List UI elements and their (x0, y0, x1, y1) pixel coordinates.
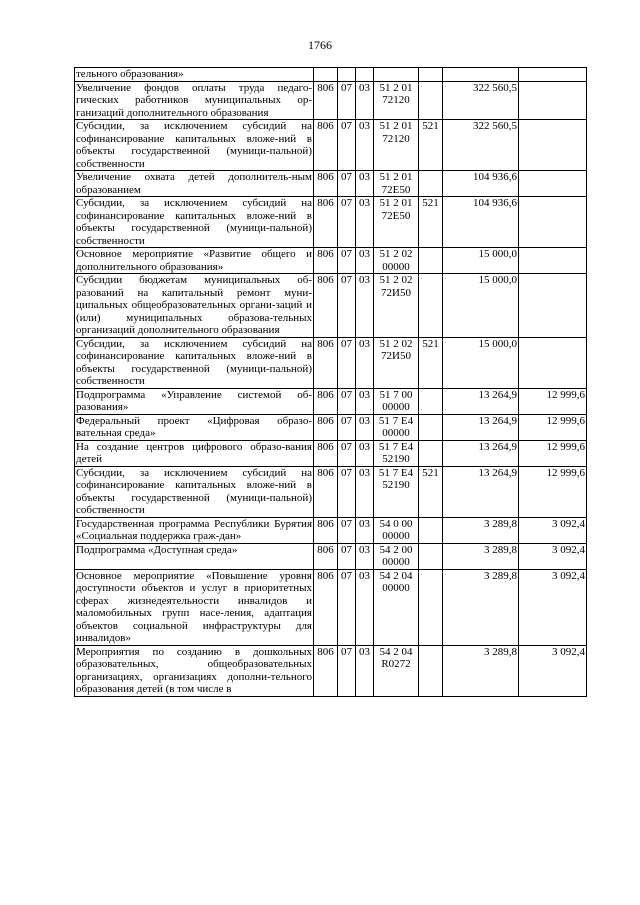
subsection-code-cell: 03 (356, 274, 374, 338)
expense-type-cell (419, 248, 443, 274)
section-code-cell: 07 (338, 81, 356, 120)
subsection-code-cell: 03 (356, 440, 374, 466)
target-article-cell: 51 7 00 00000 (374, 388, 419, 414)
page-number: 1766 (308, 38, 332, 52)
section-code-cell: 07 (338, 414, 356, 440)
section-code-cell (338, 68, 356, 82)
table-row (75, 414, 587, 440)
table-row (75, 466, 587, 517)
row-name-cell: Федеральный проект «Цифровая образо-вательная среда» (76, 414, 312, 439)
target-article-cell: 51 2 02 72И50 (374, 274, 419, 338)
section-code-cell: 07 (338, 517, 356, 543)
section-code-cell: 07 (338, 120, 356, 171)
target-article-cell: 51 7 Е4 00000 (374, 414, 419, 440)
amount-year2-cell (519, 81, 587, 120)
expense-type-cell (419, 645, 443, 696)
table-row (75, 248, 587, 274)
amount-year2-cell: 12 999,6 (519, 388, 587, 414)
target-article-cell: 51 2 02 72И50 (374, 337, 419, 388)
section-code-cell: 07 (338, 645, 356, 696)
amount-year2-cell: 3 092,4 (519, 569, 587, 645)
ministry-code-cell: 806 (314, 466, 338, 517)
amount-year2-cell: 12 999,6 (519, 466, 587, 517)
amount-year1-cell: 15 000,0 (443, 248, 519, 274)
row-name-cell: Увеличение фондов оплаты труда педаго-гических работников муниципальных ор-ганизаций дополнительного образования (76, 81, 312, 119)
target-article-cell (374, 68, 419, 82)
row-name-cell: Субсидии бюджетам муниципальных об-разований на капитальный ремонт муни-ципальных общеобразовательных органи-заций и (или) муниципальных образова-тельных организаций дополнительного образования (76, 274, 312, 336)
ministry-code-cell: 806 (314, 337, 338, 388)
subsection-code-cell: 03 (356, 466, 374, 517)
expense-type-cell (419, 68, 443, 82)
ministry-code-cell: 806 (314, 120, 338, 171)
ministry-code-cell: 806 (314, 440, 338, 466)
row-name-cell: Увеличение охвата детей дополнитель-ным образованием (76, 171, 312, 196)
row-name-cell: Субсидии, за исключением субсидий на софинансирование капитальных вложе-ний в объекты государственной (муници-пальной) собственности (76, 197, 312, 247)
target-article-cell: 51 2 02 00000 (374, 248, 419, 274)
target-article-cell: 51 7 Е4 52190 (374, 440, 419, 466)
ministry-code-cell: 806 (314, 414, 338, 440)
ministry-code-cell: 806 (314, 543, 338, 569)
expense-type-cell (419, 569, 443, 645)
expense-type-cell (419, 414, 443, 440)
expense-type-cell (419, 171, 443, 197)
subsection-code-cell: 03 (356, 414, 374, 440)
amount-year1-cell: 13 264,9 (443, 388, 519, 414)
amount-year1-cell: 104 936,6 (443, 171, 519, 197)
subsection-code-cell: 03 (356, 120, 374, 171)
row-name-cell: Подпрограмма «Управление системой об-разования» (76, 388, 312, 413)
row-name-cell: Основное мероприятие «Повышение уровня доступности объектов и услуг в приоритетных сферах жизнедеятельности инвалидов и маломобильных групп насе-ления, адаптация объектов социальной инфраструктуры для инвалидов» (76, 569, 312, 644)
subsection-code-cell: 03 (356, 197, 374, 248)
row-name-cell: Основное мероприятие «Развитие общего и дополнительного образования» (76, 248, 312, 273)
expense-type-cell: 521 (419, 337, 443, 388)
target-article-cell: 51 2 01 72120 (374, 120, 419, 171)
section-code-cell: 07 (338, 171, 356, 197)
ministry-code-cell: 806 (314, 274, 338, 338)
expense-type-cell (419, 440, 443, 466)
amount-year2-cell (519, 274, 587, 338)
expense-type-cell (419, 388, 443, 414)
target-article-cell: 51 2 01 72120 (374, 81, 419, 120)
amount-year2-cell (519, 120, 587, 171)
row-name-cell: тельного образования» (75, 68, 314, 82)
target-article-cell: 54 2 00 00000 (374, 543, 419, 569)
amount-year2-cell (519, 337, 587, 388)
amount-year2-cell (519, 171, 587, 197)
expense-type-cell (419, 517, 443, 543)
amount-year1-cell: 15 000,0 (443, 337, 519, 388)
subsection-code-cell: 03 (356, 517, 374, 543)
subsection-code-cell: 03 (356, 81, 374, 120)
expense-type-cell: 521 (419, 466, 443, 517)
amount-year2-cell (519, 68, 587, 82)
subsection-code-cell: 03 (356, 248, 374, 274)
amount-year2-cell: 3 092,4 (519, 517, 587, 543)
section-code-cell: 07 (338, 274, 356, 338)
table-row (75, 645, 587, 696)
section-code-cell: 07 (338, 569, 356, 645)
target-article-cell: 54 2 04 00000 (374, 569, 419, 645)
target-article-cell: 54 0 00 00000 (374, 517, 419, 543)
ministry-code-cell: 806 (314, 81, 338, 120)
subsection-code-cell: 03 (356, 569, 374, 645)
table-row (75, 120, 587, 171)
amount-year1-cell: 13 264,9 (443, 414, 519, 440)
table-row (75, 171, 587, 197)
amount-year2-cell (519, 197, 587, 248)
row-name-cell: Субсидии, за исключением субсидий на софинансирование капитальных вложе-ний в объекты государственной (муници-пальной) собственности (76, 337, 312, 387)
section-code-cell: 07 (338, 543, 356, 569)
ministry-code-cell: 806 (314, 248, 338, 274)
ministry-code-cell: 806 (314, 388, 338, 414)
row-name-cell: Субсидии, за исключением субсидий на софинансирование капитальных вложе-ний в объекты государственной (муници-пальной) собственности (76, 120, 312, 170)
table-row (75, 569, 587, 645)
amount-year1-cell: 104 936,6 (443, 197, 519, 248)
section-code-cell: 07 (338, 440, 356, 466)
ministry-code-cell: 806 (314, 645, 338, 696)
amount-year1-cell: 3 289,8 (443, 517, 519, 543)
amount-year2-cell (519, 248, 587, 274)
row-name-cell: На создание центров цифрового образо-вания детей (76, 440, 312, 465)
amount-year2-cell: 3 092,4 (519, 543, 587, 569)
target-article-cell: 51 2 01 72Е50 (374, 171, 419, 197)
section-code-cell: 07 (338, 197, 356, 248)
budget-table (74, 67, 587, 697)
table-row (75, 337, 587, 388)
subsection-code-cell: 03 (356, 337, 374, 388)
amount-year1-cell: 322 560,5 (443, 120, 519, 171)
section-code-cell: 07 (338, 248, 356, 274)
amount-year1-cell: 3 289,8 (443, 569, 519, 645)
table-row (75, 517, 587, 543)
amount-year1-cell: 322 560,5 (443, 81, 519, 120)
subsection-code-cell: 03 (356, 543, 374, 569)
ministry-code-cell: 806 (314, 197, 338, 248)
section-code-cell: 07 (338, 388, 356, 414)
target-article-cell: 51 7 Е4 52190 (374, 466, 419, 517)
row-name-cell: Мероприятия по созданию в дошкольных образовательных, общеобразовательных организациях, организациях дополни-тельного образования детей (в том числе в (76, 645, 312, 695)
ministry-code-cell: 806 (314, 569, 338, 645)
section-code-cell: 07 (338, 337, 356, 388)
amount-year1-cell: 15 000,0 (443, 274, 519, 338)
amount-year1-cell (443, 68, 519, 82)
subsection-code-cell: 03 (356, 388, 374, 414)
amount-year1-cell: 13 264,9 (443, 440, 519, 466)
amount-year2-cell: 12 999,6 (519, 414, 587, 440)
subsection-code-cell: 03 (356, 645, 374, 696)
subsection-code-cell: 03 (356, 171, 374, 197)
target-article-cell: 54 2 04 R0272 (374, 645, 419, 696)
expense-type-cell (419, 274, 443, 338)
ministry-code-cell: 806 (314, 171, 338, 197)
expense-type-cell: 521 (419, 197, 443, 248)
table-row (75, 81, 587, 120)
table-row (75, 197, 587, 248)
target-article-cell: 51 2 01 72Е50 (374, 197, 419, 248)
amount-year1-cell: 13 264,9 (443, 466, 519, 517)
table-row (75, 543, 587, 569)
expense-type-cell: 521 (419, 120, 443, 171)
table-row (75, 388, 587, 414)
amount-year1-cell: 3 289,8 (443, 645, 519, 696)
expense-type-cell (419, 543, 443, 569)
table-row (75, 274, 587, 338)
amount-year2-cell: 3 092,4 (519, 645, 587, 696)
expense-type-cell (419, 81, 443, 120)
table-row (75, 440, 587, 466)
table-row (75, 68, 587, 82)
subsection-code-cell (356, 68, 374, 82)
ministry-code-cell (314, 68, 338, 82)
row-name-cell: Государственная программа Республики Бурятия «Социальная поддержка граж-дан» (76, 517, 312, 542)
section-code-cell: 07 (338, 466, 356, 517)
ministry-code-cell: 806 (314, 517, 338, 543)
row-name-cell: Субсидии, за исключением субсидий на софинансирование капитальных вложе-ний в объекты государственной (муници-пальной) собственности (76, 466, 312, 516)
amount-year2-cell: 12 999,6 (519, 440, 587, 466)
row-name-cell: Подпрограмма «Доступная среда» (75, 543, 314, 569)
amount-year1-cell: 3 289,8 (443, 543, 519, 569)
